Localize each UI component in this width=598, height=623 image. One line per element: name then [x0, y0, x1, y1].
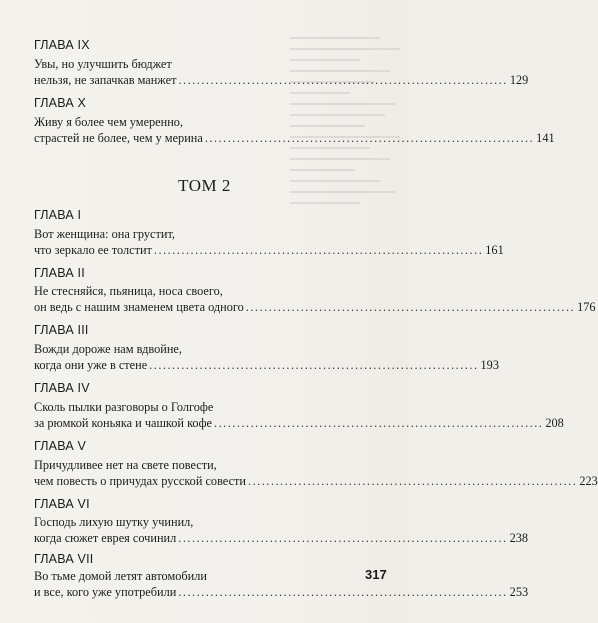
entry-text-line: что зеркало ее толстит: [34, 243, 152, 257]
page-ref: 161: [485, 243, 504, 257]
chapter-title: ГЛАВА I: [34, 208, 82, 222]
page-ref: 238: [509, 531, 529, 545]
entry-text-line: и все, кого уже употребили: [34, 585, 177, 599]
entry-text-line: Господь лихую шутку учинил,: [34, 515, 194, 529]
entry-text-line: Не стесняйся, пьяница, носа своего,: [34, 284, 223, 298]
entry-last-line: [34, 299, 596, 315]
page-ref: 193: [480, 358, 499, 372]
entry-text-line: Вот женщина: она грустит,: [34, 227, 175, 241]
chapter-title: ГЛАВА V: [34, 439, 87, 453]
dot-leader: ........................................................................: [178, 585, 508, 599]
entry-text-line: нельзя, не запачкав манжет: [34, 73, 177, 87]
page-ref: 208: [545, 416, 564, 430]
entry-last-line: [34, 130, 555, 146]
entry-text-line: Во тьме домой летят автомобили: [34, 569, 207, 583]
page-ref: 223: [579, 474, 598, 488]
entry-last-line: [34, 357, 499, 373]
dot-leader: ........................................................................: [214, 416, 544, 430]
chapter-title: ГЛАВА IV: [34, 381, 90, 395]
entry-text-line: чем повесть о причудах русской совести: [34, 474, 246, 488]
chapter-title: ГЛАВА III: [34, 323, 89, 337]
entry-last-line: [34, 473, 598, 489]
page-ref: 176: [577, 300, 596, 314]
entry-text-line: когда сюжет еврея сочинил: [34, 531, 177, 545]
entry-text-line: Увы, но улучшить бюджет: [34, 57, 172, 71]
entry-last-line: [34, 72, 529, 88]
entry-text-line: Причудливее нет на свете повести,: [34, 458, 217, 472]
entry-text-line: Сколь пылки разговоры о Голгофе: [34, 400, 214, 414]
entry-text-line: Живу я более чем умеренно,: [34, 115, 184, 129]
chapter-title: ГЛАВА IX: [34, 38, 90, 52]
page-ref: 141: [536, 131, 555, 145]
page-ref: 253: [509, 585, 529, 599]
entry-last-line: [34, 242, 504, 258]
dot-leader: ........................................................................: [245, 300, 576, 314]
entry-last-line: [34, 415, 564, 431]
chapter-title: ГЛАВА VI: [34, 497, 90, 511]
dot-leader: ........................................................................: [204, 131, 535, 145]
chapter-title: ГЛАВА X: [34, 96, 87, 110]
entry-text-line: страстей не более, чем у мерина: [34, 131, 203, 145]
dot-leader: ........................................................................: [153, 243, 484, 257]
entry-text-line: за рюмкой коньяка и чашкой кофе: [34, 416, 213, 430]
dot-leader: ........................................................................: [178, 531, 508, 545]
page-ref: 129: [509, 73, 529, 87]
chapter-title: ГЛАВА II: [34, 266, 85, 280]
entry-text-line: он ведь с нашим знаменем цвета одного: [34, 300, 244, 314]
dot-leader: ........................................................................: [248, 474, 578, 488]
entry-last-line: [34, 530, 529, 546]
entry-text-line: когда они уже в стене: [34, 358, 148, 372]
volume-heading: ТОМ 2: [178, 176, 231, 195]
entry-text-line: Вожди дороже нам вдвойне,: [34, 342, 182, 356]
chapter-title: ГЛАВА VII: [34, 552, 94, 566]
page-number: 317: [365, 567, 387, 582]
dot-leader: ........................................................................: [149, 358, 479, 372]
entry-last-line: [34, 584, 529, 600]
dot-leader: ........................................................................: [178, 73, 508, 87]
